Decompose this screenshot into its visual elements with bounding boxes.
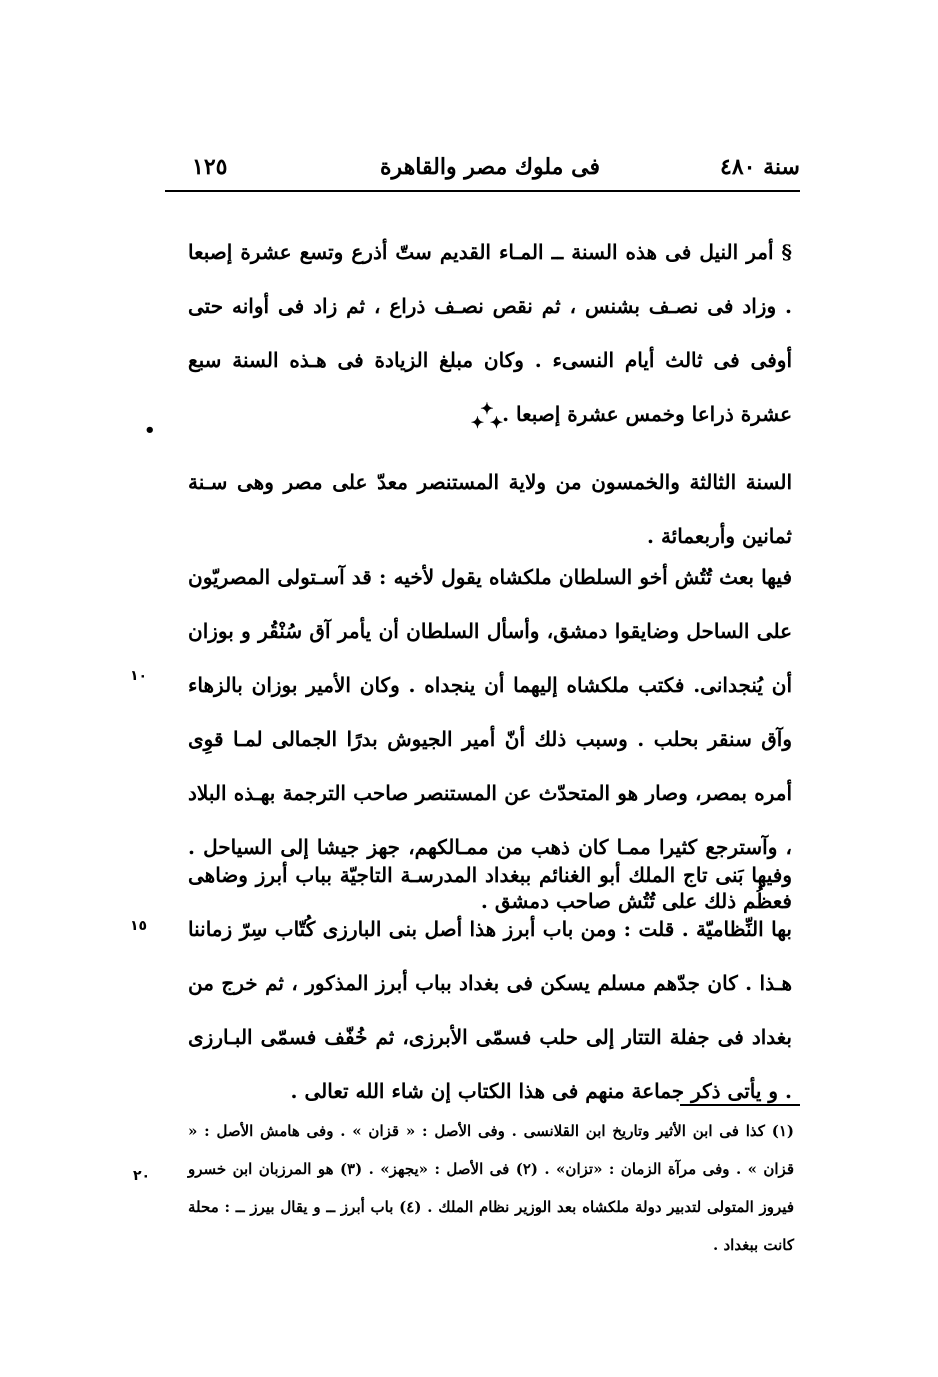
footnotes: (١) كذا فى ابن الأثير وتاريخ ابن القلانسى . وفى الأصل : « قزان » . وفى هامش الأصل : « قزان » . وفى مرآة الزمان : «تزان» . (٢) فى الأصل : «يجهز» . (٣) هو المرزبان ابن خسرو فيروز المتولى لتدبير دولة ملكشاه بعد الوزير نظام الملك . (٤) باب أبرز ــ و يقال بيرز ــ : محلة كانت ببغداد . — [188, 1122, 794, 1254]
line-number-15: ١٥ — [130, 918, 148, 934]
line-number-20: ٢٠ — [133, 1168, 151, 1184]
margin-dot: • — [144, 420, 156, 441]
header-rule — [165, 190, 800, 192]
section-ornament: ✦ ✦ ✦ — [470, 399, 504, 432]
header-year: سنة ٤٨٠ — [720, 154, 800, 180]
header-title: فى ملوك مصر والقاهرة — [380, 154, 600, 180]
paragraph-year-heading: السنة الثالثة والخمسون من ولاية المستنصر معدّ على مصر وهى سـنة ثمانين وأربعمائة . — [188, 470, 792, 548]
footnote-rule — [680, 1104, 800, 1106]
paragraph-nile: § أمر النيل فى هذه السنة ــ المـاء القديم ستّ أذرع وتسع عشرة إصبعا . وزاد فى نصـف بشنس ، ثم نقص نصـف ذراع ، ثم زاد فى أوانه حتى أوفى فى ثالث أيام النسىء . وكان مبلغ الزيادة فى هـذه السنة سبع عشرة ذراعا وخمس عشرة إصبعا . — [188, 240, 792, 426]
page-number: ١٢٥ — [192, 154, 228, 180]
paragraph-taj-al-mulk: وفيها بَنى تاج الملك أبو الغنائم ببغداد المدرسـة التاجيّة بباب أبرز وضاهى بها النِّظاميّة . قلت : ومن باب أبرز هذا أصل بنى البارزى كُتّاب سِرّ زماننا هـذا . كان جدّهم مسلم يسكن فى بغداد بباب أبرز المذكور ، ثم خرج من بغداد فى جفلة التتار إلى حلب فسمّى الأبرزى، ثم خُفّف فسمّى البـارزى . و يأتى ذكر جماعة منهم فى هذا الكتاب إن شاء الله تعالى . — [188, 863, 792, 1103]
running-header — [180, 148, 800, 188]
line-number-10: ١٠ — [130, 668, 148, 684]
paragraph-tutush: فيها بعث تُتُش أخو السلطان ملكشاه يقول لأخيه : قد آسـتولى المصريّون على الساحل وضايقوا دمشق، وأسأل السلطان أن يأمر آق سُنْقُر و بوزان أن يُنجدانى. فكتب ملكشاه إليهما أن ينجداه . وكان الأمير بوزان بالزهاء وآق سنقر بحلب . وسبب ذلك أنّ أمير الجيوش بدرًا الجمالى لمـا قوِى أمره بمصر، وصار هو المتحدّث عن المستنصر صاحب الترجمة بهـذه البلاد ، وآسترجع كثيرا ممـا كان ذهب من ممـالكهم، جهز جيشا إلى السياحل . فعظُم ذلك على تُتُش صاحب دمشق . — [188, 565, 792, 913]
